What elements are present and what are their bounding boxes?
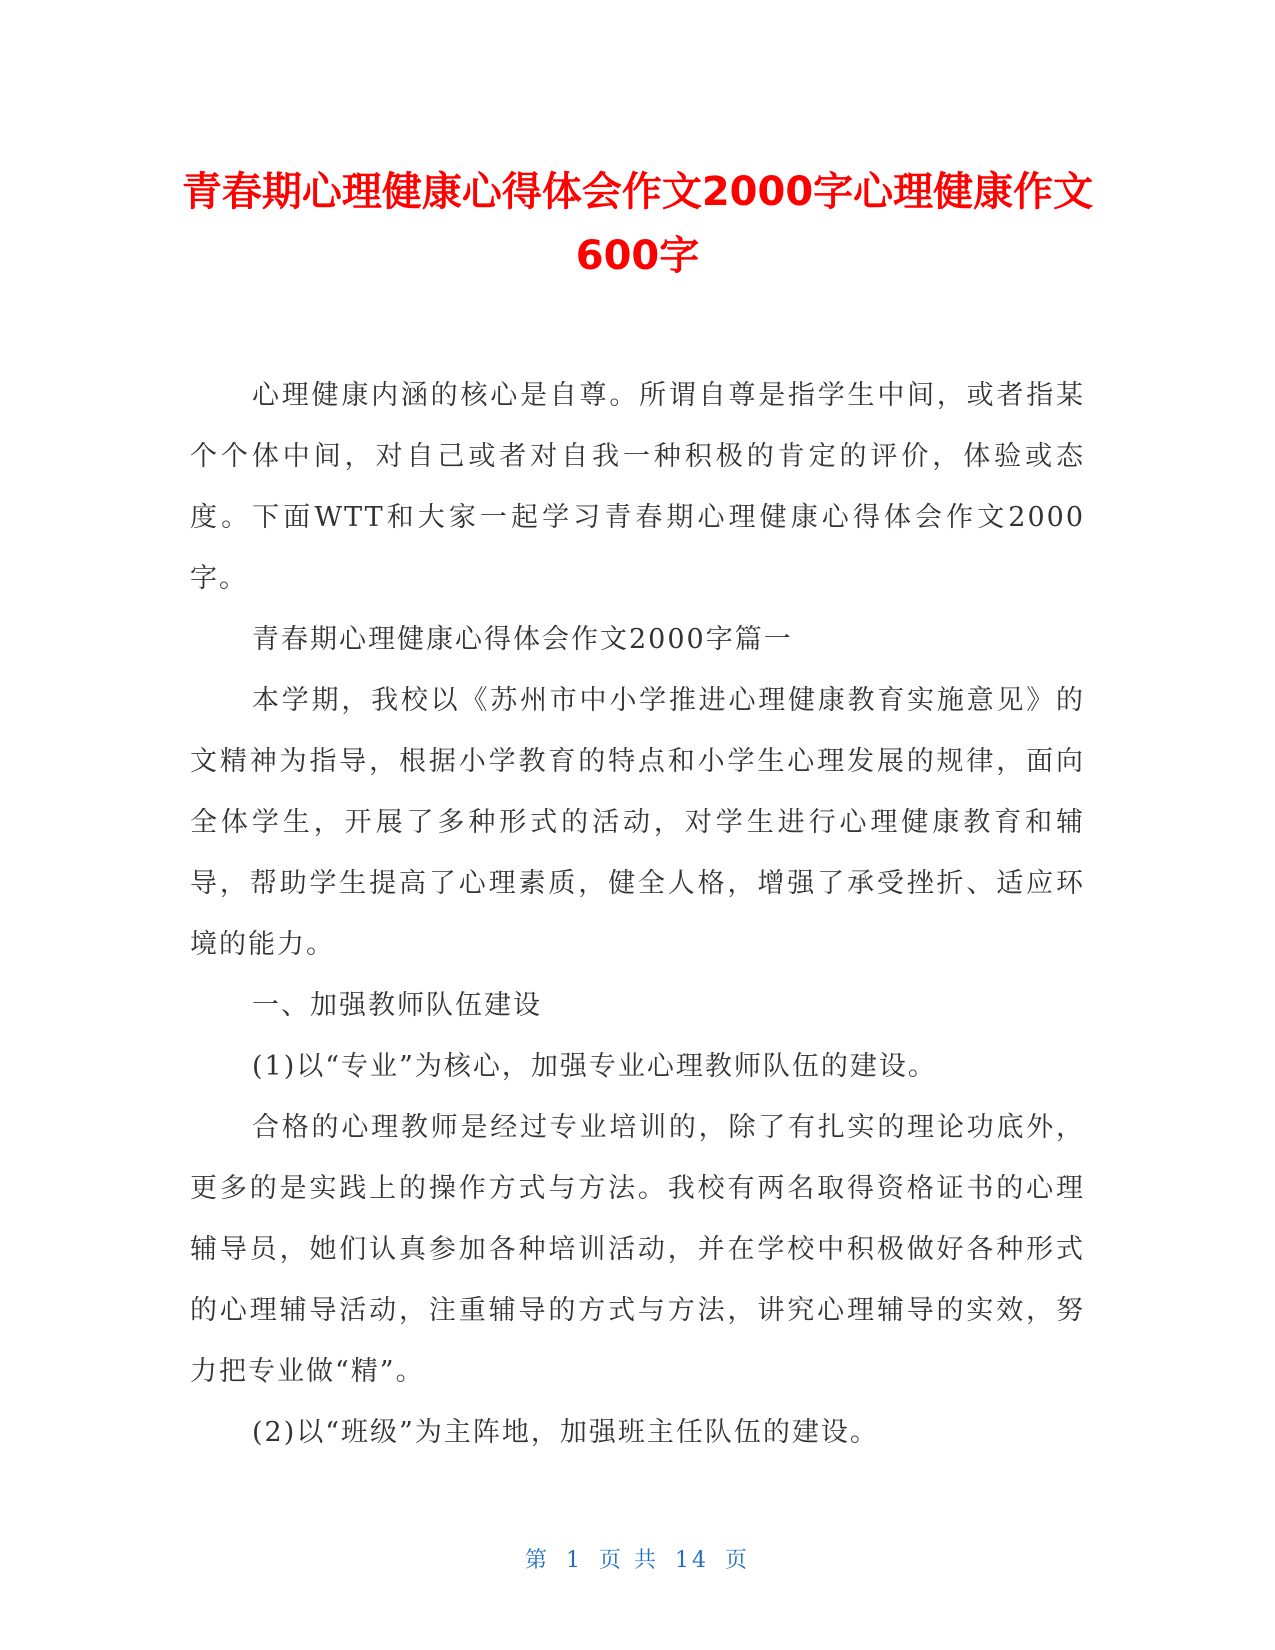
paragraph-point-2: (2)以“班级”为主阵地，加强班主任队伍的建设。 [252, 1417, 879, 1448]
paragraph-intro: 心理健康内涵的核心是自尊。所谓自尊是指学生中间，或者指某个个体中间，对自己或者对自我一种积极的肯定的评价，体验或态度。下面WTT和大家一起学习青春期心理健康心得体会作文2000字。 [190, 380, 1085, 594]
paragraph-section-heading: 青春期心理健康心得体会作文2000字篇一 [252, 624, 793, 655]
footer-suffix: 页 [725, 1548, 751, 1573]
paragraph-heading-teacher-team: 一、加强教师队伍建设 [252, 990, 542, 1021]
paragraph-semester: 本学期，我校以《苏州市中小学推进心理健康教育实施意见》的文精神为指导，根据小学教育的特点和小学生心理发展的规律，面向全体学生，开展了多种形式的活动，对学生进行心理健康教育和辅导，帮助学生提高了心理素质，健全人格，增强了承受挫折、适应环境的能力。 [190, 685, 1085, 960]
document-body [190, 365, 1085, 1463]
footer-prefix: 第 [524, 1548, 550, 1573]
page-footer [0, 1543, 1275, 1574]
document-title: 青春期心理健康心得体会作文2000字心理健康作文600字 [181, 169, 1094, 279]
footer-total-pages: 14 [675, 1548, 709, 1573]
footer-current-page: 1 [566, 1548, 583, 1573]
paragraph-qualified-teachers: 合格的心理教师是经过专业培训的，除了有扎实的理论功底外，更多的是实践上的操作方式与方法。我校有两名取得资格证书的心理辅导员，她们认真参加各种培训活动，并在学校中积极做好各种形式的心理辅导活动，注重辅导的方式与方法，讲究心理辅导的实效，努力把专业做“精”。 [190, 1112, 1085, 1387]
footer-mid: 页 共 [599, 1548, 659, 1573]
paragraph-point-1: (1)以“专业”为核心，加强专业心理教师队伍的建设。 [252, 1051, 937, 1082]
